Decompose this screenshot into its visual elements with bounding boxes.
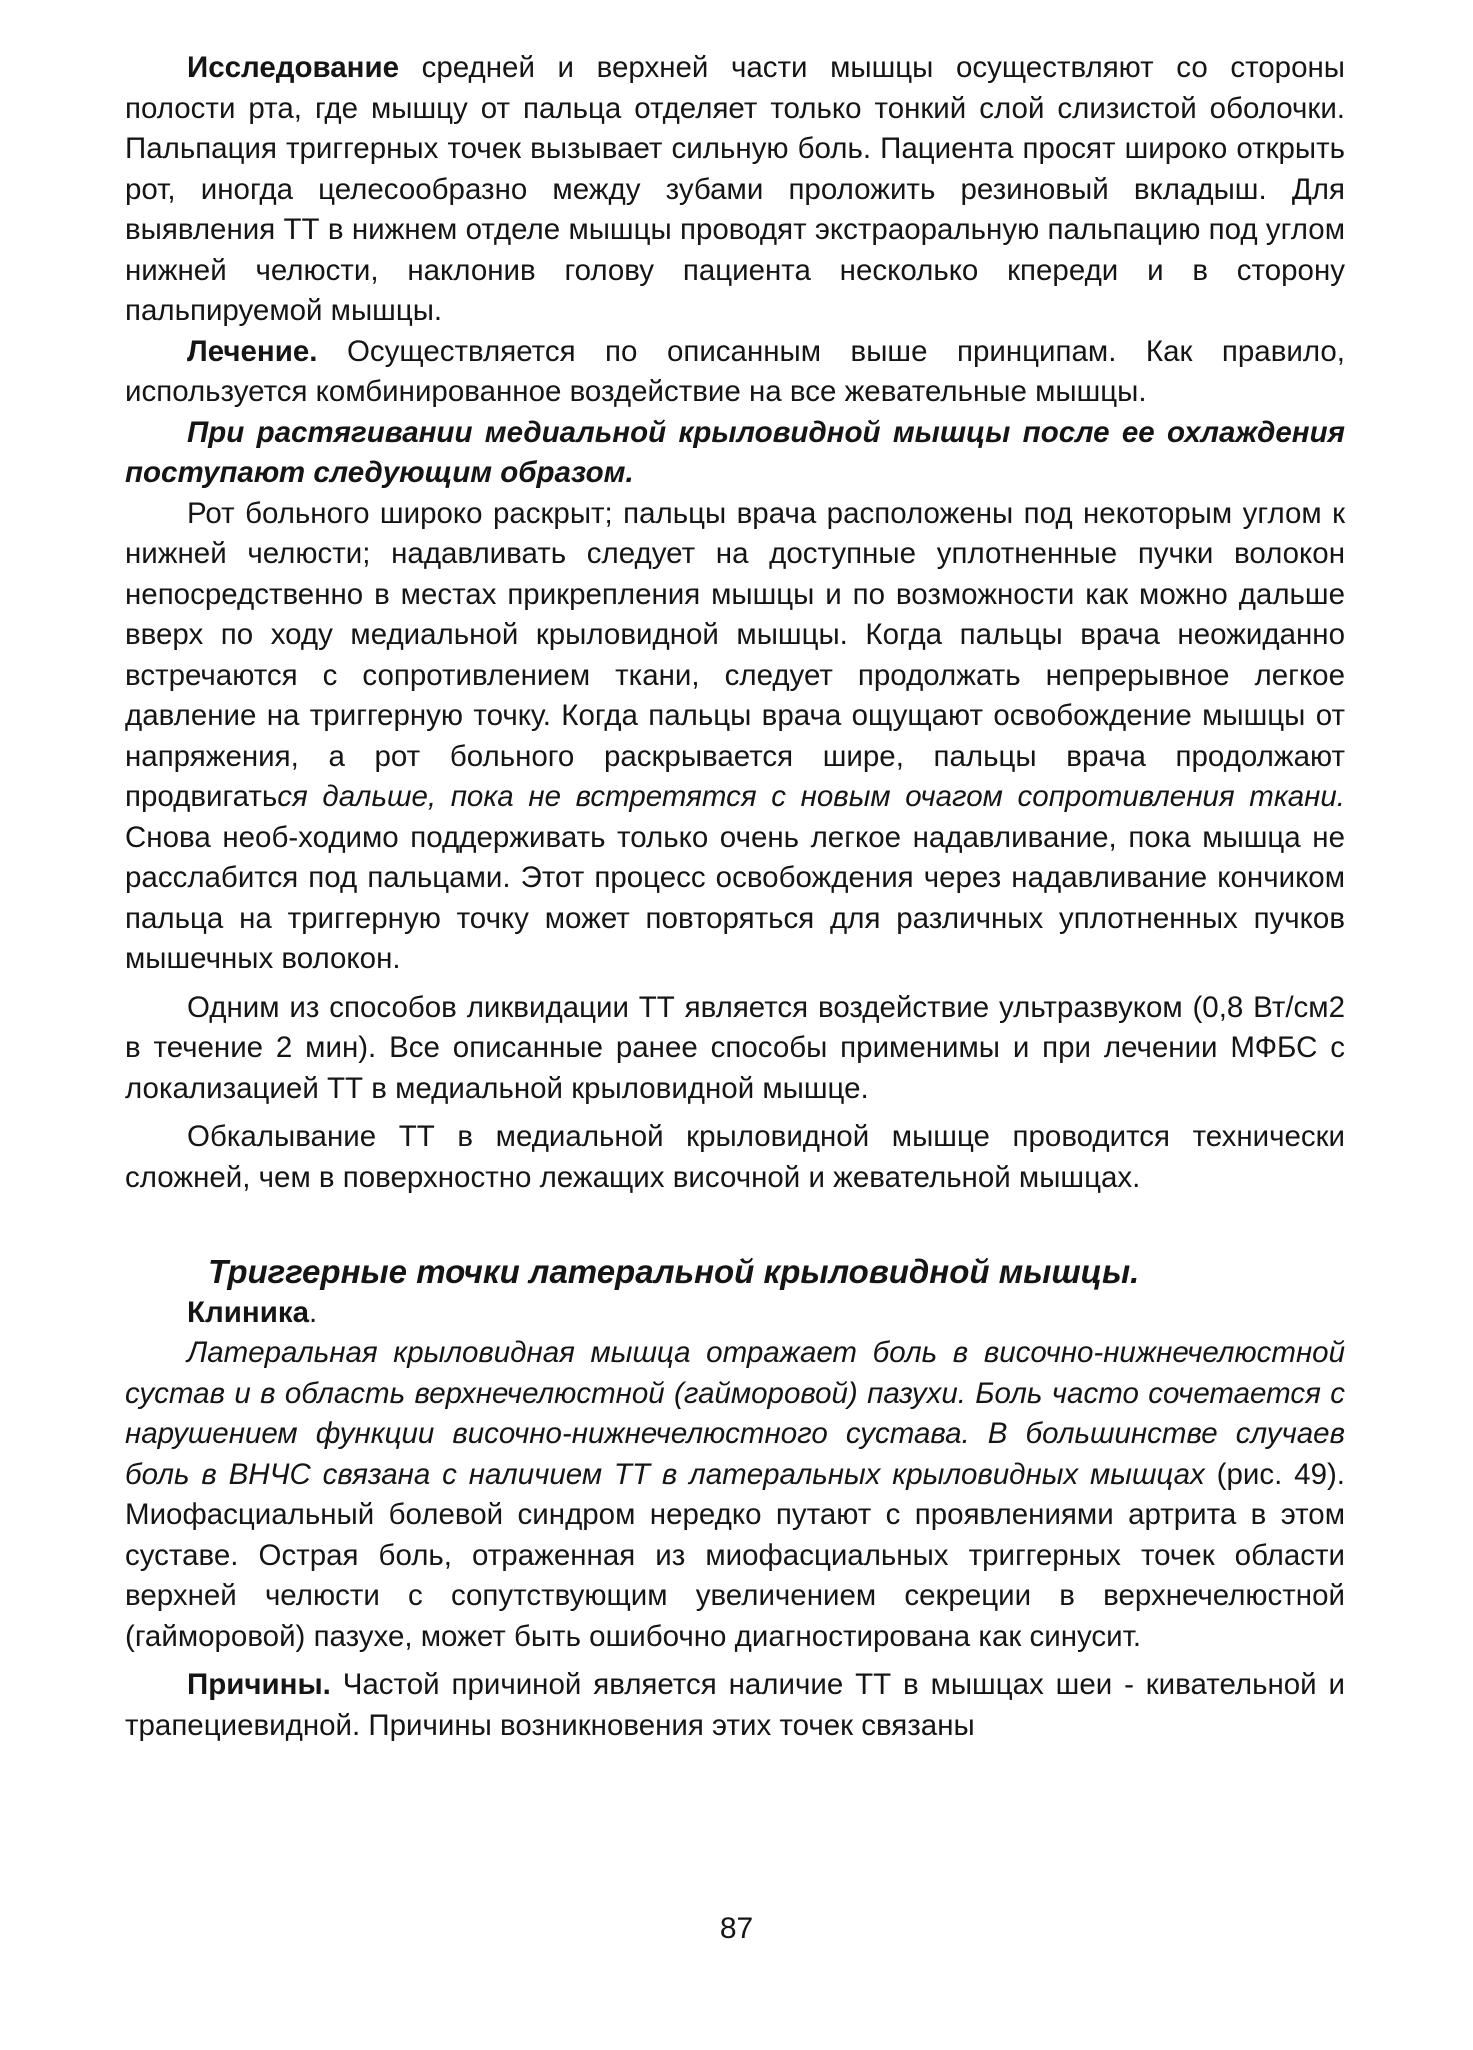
paragraph-ultrasound	[125, 988, 1345, 1110]
lead-examination: Исследование	[187, 51, 400, 84]
paragraph-stretching-title	[125, 413, 1345, 494]
page-body	[125, 48, 1345, 1746]
paragraph-text: средней и верхней части мышцы осуществляют со стороны полости рта, где мышцу от пальца отделяет только тонкий слой слизистой оболочки. Пальпация триггерных точек вызывает сильную боль. Пациента просят широко открыть рот, иногда целесообразно между зубами проложить резиновый вкладыш. Для выявления ТТ в нижнем отделе мышцы проводят экстраоральную пальпацию под углом нижней челюсти, наклонив голову пациента несколько кпереди и в сторону пальпируемой мышцы.	[125, 51, 1345, 327]
paragraph-text: Частой причиной является наличие ТТ в мышцах шеи - кивательной и трапециевидной. Причины возникновения этих точек связаны	[125, 1668, 1345, 1742]
subheading-dot: .	[309, 1295, 318, 1329]
paragraph-text: Рот больного широко раскрыт; пальцы врача расположены под некоторым углом к нижней челюсти; надавливать следует на доступные уплотненные пучки волокон непосредственно в местах прикрепления мышцы и по возможности как можно дальше вверх по ходу медиальной крыловидной мышцы. Когда пальцы врача неожиданно встречаются с сопротивлением ткани, следует продолжать непрерывное легкое давление на триггерную точку. Когда пальцы врача ощущают освобождение мышцы от напряжения, а рот больного раскрывается шире, пальцы врача продолжают продвигать	[125, 496, 1345, 813]
subheading-label: Клиника	[187, 1295, 310, 1329]
paragraph-treatment	[125, 332, 1345, 413]
paragraph-procedure	[125, 494, 1345, 980]
paragraph-text: Обкалывание ТТ в медиальной крыловидной мышце проводится технически сложней, чем в поверхностно лежащих височной и жевательной мышцах.	[125, 1120, 1345, 1194]
lead-treatment: Лечение.	[187, 334, 318, 368]
paragraph-examination	[125, 48, 1345, 332]
paragraph-text: Одним из способов ликвидации ТТ является воздействие ультразвуком (0,8 Вт/см2 в течение 2 мин). Все описанные ранее способы применимы и при лечении МФБС с локализацией ТТ в медиальной крыловидной мышце.	[125, 990, 1345, 1105]
paragraph-text: (рис. 49). Миофасциальный болевой синдром нередко путают с проявлениями артрита в этом суставе. Острая боль, отраженная из миофасциальных триггерных точек области верхней челюсти с сопутствующим увеличением секреции в верхнечелюстной (гайморовой) пазухе, может быть ошибочно диагностирована как синусит.	[125, 1457, 1345, 1653]
paragraph-text: Осуществляется по описанным выше принципам. Как правило, используется комбинированное воздействие на все жевательные мышцы.	[125, 334, 1345, 408]
paragraph-italic: Латеральная крыловидная мышца отражает боль в височно-нижнечелюстной сустав и в область верхнечелюстной (гайморовой) пазухи. Боль часто сочетается с нарушением функции височно-нижнечелюстного сустава. В большинстве случаев боль в ВНЧС связана с наличием ТТ в латеральных крыловидных мышцах	[125, 1336, 1345, 1491]
subheading-clinic	[125, 1293, 1345, 1334]
lead-causes: Причины.	[187, 1668, 331, 1701]
paragraph-text: Снова необ-ходимо поддерживать только очень легкое надавливание, пока мышца не расслабится под пальцами. Этот процесс освобождения через надавливание кончиком пальца на триггерную точку может повторяться для различных уплотненных пучков мышечных волокон.	[125, 820, 1345, 975]
paragraph-injection	[125, 1117, 1345, 1198]
paragraph-italic: ся дальше, пока не встретятся с новым очагом сопротивления ткани.	[277, 780, 1345, 813]
paragraph-clinic	[125, 1333, 1345, 1657]
paragraph-causes	[125, 1665, 1345, 1746]
section-heading: Триггерные точки латеральной крыловидной мышцы.	[208, 1253, 1140, 1290]
stretching-title: При растягивании медиальной крыловидной мышцы после ее охлаждения поступают следующим образом.	[125, 415, 1345, 489]
page-number: 87	[719, 1912, 754, 1945]
